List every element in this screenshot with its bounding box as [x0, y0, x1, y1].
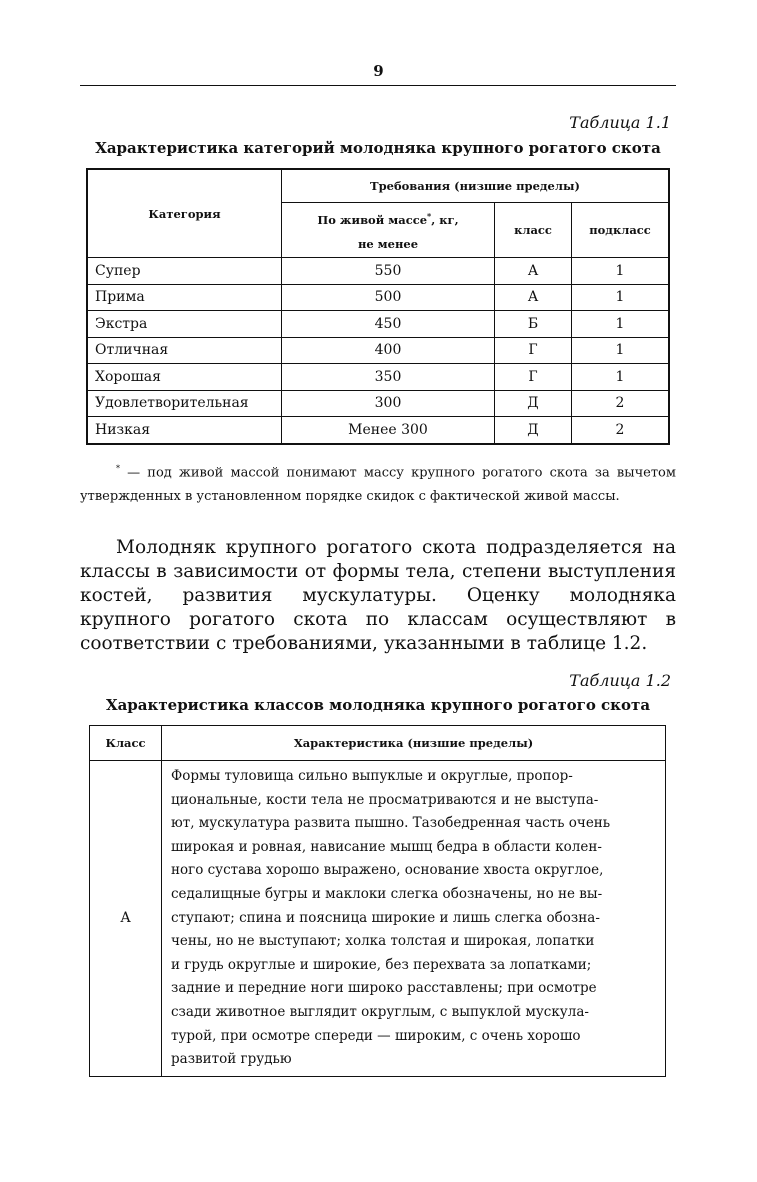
table2-caption: Таблица 1.2	[569, 671, 671, 690]
subclass-value: 1	[572, 364, 670, 391]
category-name: Супер	[87, 258, 282, 285]
page-number: 9	[373, 62, 384, 80]
table1-title: Характеристика категорий молодняка крупного рогатого скота	[95, 139, 661, 157]
header-weight	[282, 203, 495, 258]
table-row	[90, 761, 666, 1077]
weight-value: Менее 300	[282, 417, 495, 444]
table1-footnote	[80, 457, 676, 509]
description-line: чены, но не выступают; холка толстая и широкая, лопатки	[171, 933, 595, 950]
table2-title: Характеристика классов молодняка крупного рогатого скота	[105, 696, 651, 714]
category-name: Хорошая	[87, 364, 282, 391]
description-line: ступают; спина и поясница широкие и лишь слегка обозна-	[171, 909, 600, 926]
class-label: А	[90, 761, 162, 1077]
subclass-value: 1	[572, 258, 670, 285]
header-requirements: Требования (низшие пределы)	[282, 169, 670, 203]
category-table	[86, 168, 670, 445]
footnote-text: — под живой массой понимают массу крупного рогатого скота за вычетом утвержденных в установленном порядке скидок с фактической живой массы.	[80, 465, 676, 505]
weight-value: 350	[282, 364, 495, 391]
weight-value: 400	[282, 337, 495, 364]
table-row	[87, 284, 669, 311]
header-class: Класс	[90, 726, 162, 761]
header-weight-line1: По живой массе	[317, 212, 428, 227]
weight-value: 300	[282, 390, 495, 417]
class-value: А	[495, 258, 572, 285]
description-line: турой, при осмотре спереди — широким, с очень хорошо	[171, 1027, 581, 1044]
weight-value: 550	[282, 258, 495, 285]
class-description	[162, 761, 666, 1077]
table1-caption: Таблица 1.1	[569, 113, 671, 132]
class-value: Б	[495, 311, 572, 338]
header-characteristic: Характеристика (низшие пределы)	[162, 726, 666, 761]
description-line: Формы туловища сильно выпуклые и округлые, пропор-	[171, 768, 573, 784]
class-value: Г	[495, 337, 572, 364]
category-name: Низкая	[87, 417, 282, 444]
description-line: широкая и ровная, нависание мышц бедра в области колен-	[171, 838, 602, 855]
subclass-value: 1	[572, 284, 670, 311]
description-line: задние и передние ноги широко расставлены; при осмотре	[171, 980, 597, 997]
class-value: Д	[495, 390, 572, 417]
header-category: Категория	[87, 169, 282, 258]
description-line: развитой грудью	[171, 1051, 292, 1068]
table-row	[87, 337, 669, 364]
header-class: класс	[495, 203, 572, 258]
class-value: Г	[495, 364, 572, 391]
table-row	[87, 311, 669, 338]
table-row	[87, 364, 669, 391]
table-row	[87, 390, 669, 417]
header-subclass: подкласс	[572, 203, 670, 258]
category-name: Прима	[87, 284, 282, 311]
footnote-mark: *	[116, 464, 120, 473]
description-line: седалищные бугры и маклоки слегка обозначены, но не вы-	[171, 885, 603, 902]
category-name: Экстра	[87, 311, 282, 338]
subclass-value: 1	[572, 311, 670, 338]
header-weight-line1-end: , кг,	[431, 212, 459, 227]
category-name: Удовлетворительная	[87, 390, 282, 417]
description-line: ного сустава хорошо выражено, основание хвоста округлое,	[171, 862, 604, 879]
class-value: Д	[495, 417, 572, 444]
weight-value: 450	[282, 311, 495, 338]
subclass-value: 2	[572, 390, 670, 417]
description-line: циональные, кости тела не просматриваются и не выступа-	[171, 791, 599, 808]
subclass-value: 1	[572, 337, 670, 364]
class-value: А	[495, 284, 572, 311]
subclass-value: 2	[572, 417, 670, 444]
header-weight-footnote-mark: *	[427, 211, 432, 222]
category-name: Отличная	[87, 337, 282, 364]
table-row	[87, 417, 669, 444]
header-rule	[80, 85, 676, 86]
table-row	[87, 258, 669, 285]
description-line: и грудь округлые и широкие, без перехвата за лопатками;	[171, 956, 592, 973]
body-paragraph: Молодняк крупного рогатого скота подразделяется на классы в зависимости от формы тела, степени выступления костей, развития мускулатуры. Оценку молодняка крупного рогатого скота по классам осуществляют в соответствии с требованиями, указанными в таблице 1.2.	[80, 537, 676, 654]
header-weight-line2: не менее	[357, 236, 419, 251]
description-line: сзади животное выглядит округлым, с выпуклой мускула-	[171, 1003, 589, 1020]
weight-value: 500	[282, 284, 495, 311]
class-table	[89, 725, 666, 1077]
description-line: ют, мускулатура развита пышно. Тазобедренная часть очень	[171, 815, 611, 832]
